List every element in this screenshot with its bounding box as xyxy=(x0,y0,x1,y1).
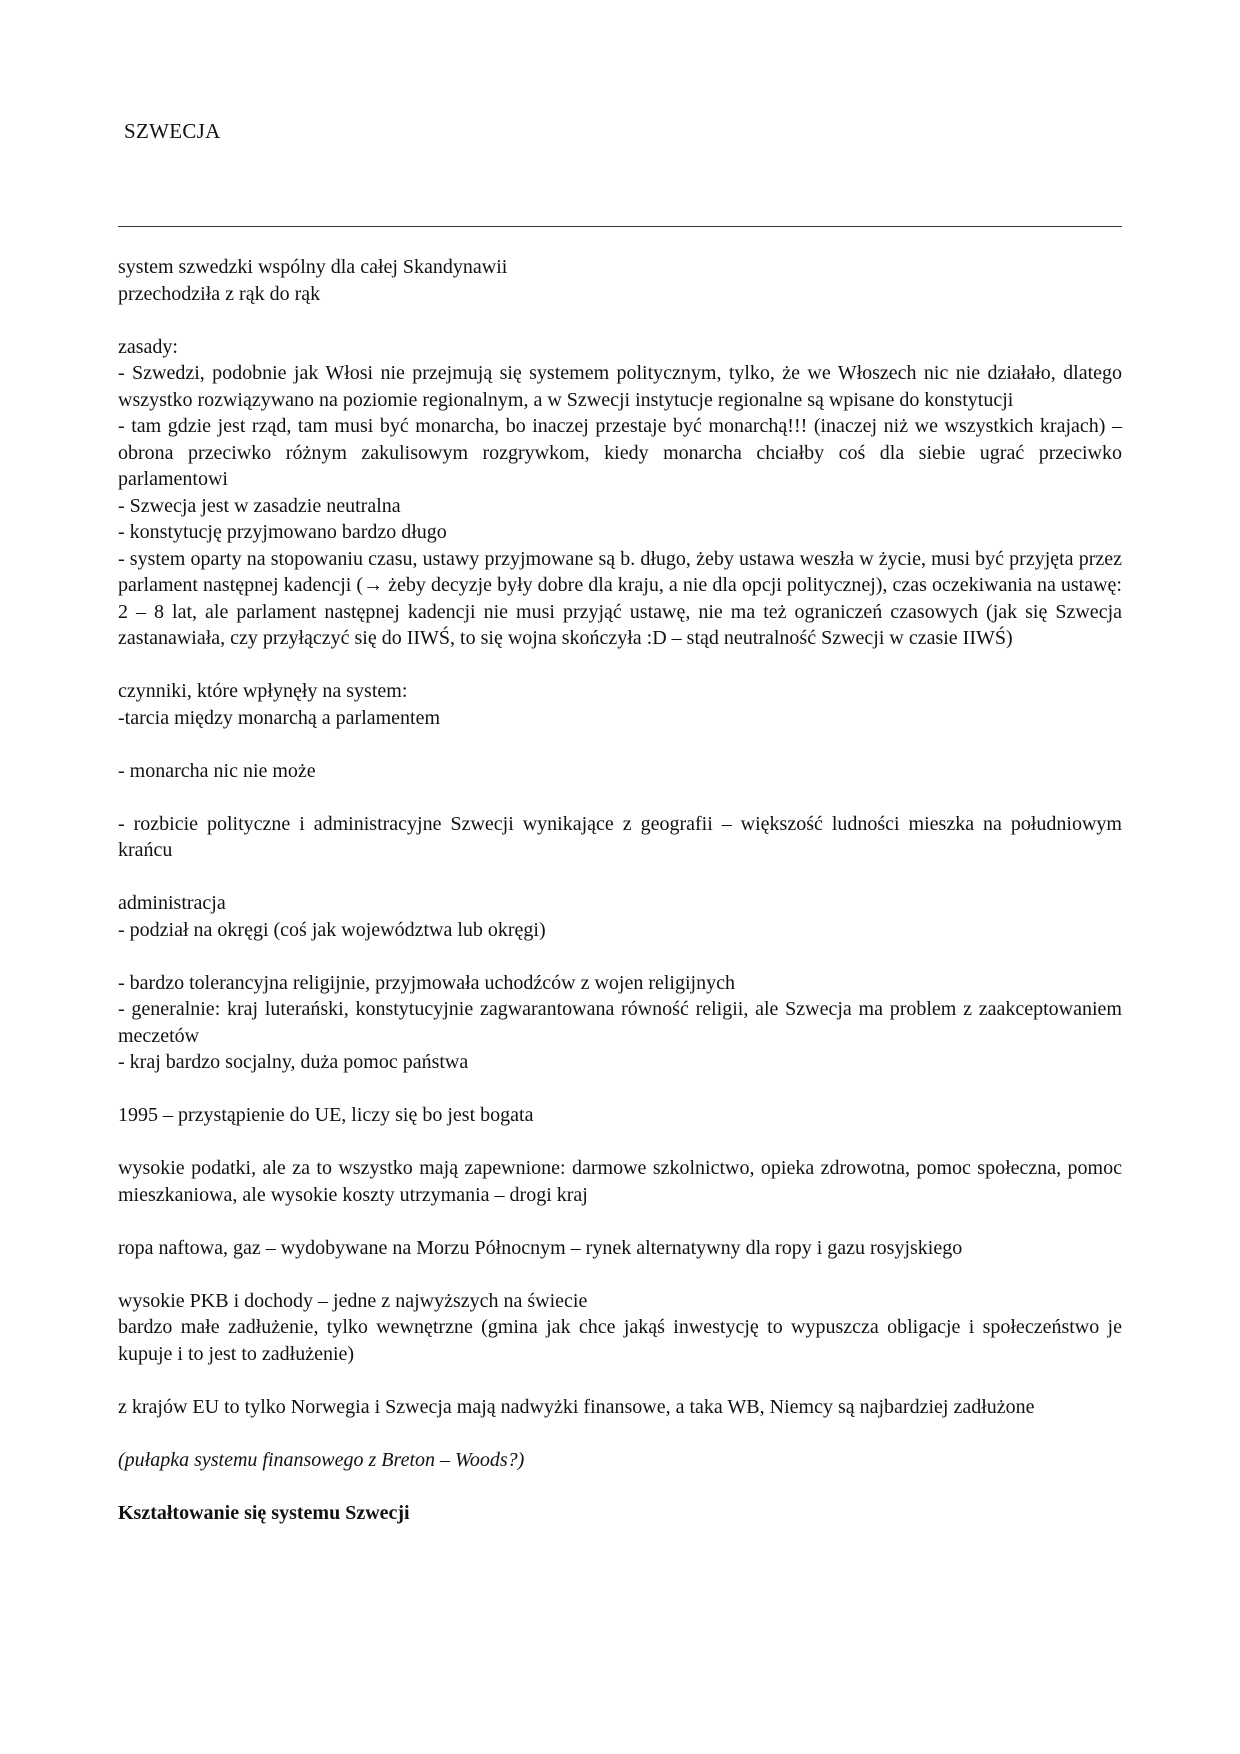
page-header-title: SZWECJA xyxy=(124,119,221,143)
list-item: - system oparty na stopowaniu czasu, ustawy przyjmowane są b. długo, żeby ustawa weszła w życie, musi być przyjęta przez parlament następnej kadencji (→ żeby decyzje były dobre dla kraju, a nie dla opcji politycznej), czas oczekiwania na ustawę: 2 – 8 lat, ale parlament następnej kadencji nie musi przyjąć ustawę, nie ma też ograniczeń czasowych (jak się Szwecja zastanawiała, czy przyłączyć się do IIWŚ, to się wojna skończyła :D – stąd neutralność Szwecji w czasie IIWŚ) xyxy=(118,547,1122,649)
blank-line xyxy=(118,784,1122,811)
paragraph-oil: ropa naftowa, gaz – wydobywane na Morzu Północnym – rynek alternatywny dla ropy i gazu rosyjskiego xyxy=(118,1236,963,1259)
blank-line xyxy=(118,1129,1122,1156)
blank-line xyxy=(118,1420,1122,1447)
italic-note: (pułapka systemu finansowego z Breton – Woods?) xyxy=(118,1448,525,1471)
blank-line xyxy=(118,943,1122,970)
list-item: - rozbicie polityczne i administracyjne Szwecji wynikające z geografii – większość ludności mieszka na południowym krańcu xyxy=(118,812,1122,861)
blank-line xyxy=(118,731,1122,758)
paragraph-eu: 1995 – przystąpienie do UE, liczy się bo jest bogata xyxy=(118,1104,534,1126)
list-item: - monarcha nic nie może xyxy=(118,759,316,782)
list-item: - podział na okręgi (coś jak województwa lub okręgi) xyxy=(118,918,546,941)
list-item: - generalnie: kraj luterański, konstytucyjnie zagwarantowana równość religii, ale Szwecja ma problem z zaakceptowaniem meczetów xyxy=(118,998,1122,1047)
list-item: - bardzo tolerancyjna religijnie, przyjmowała uchodźców z wojen religijnych xyxy=(118,971,735,994)
blank-line xyxy=(118,1076,1122,1103)
blank-line xyxy=(118,1208,1122,1235)
list-item: - kraj bardzo socjalny, duża pomoc państwa xyxy=(118,1051,469,1073)
blank-line xyxy=(118,1261,1122,1288)
paragraph-taxes: wysokie podatki, ale za to wszystko mają zapewnione: darmowe szkolnictwo, opieka zdrowotna, pomoc społeczna, pomoc mieszkaniowa, ale wysokie koszty utrzymania – drogi kraj xyxy=(118,1157,1122,1206)
section-heading-bold: Kształtowanie się systemu Szwecji xyxy=(118,1501,410,1524)
list-item: - tam gdzie jest rząd, tam musi być monarcha, bo inaczej przestaje być monarchą!!! (inaczej niż we wszystkich krajach) – obrona przeciwko różnym zakulisowym rozgrywkom, kiedy monarcha chciałby coś dla siebie ugrać przeciwko parlamentowi xyxy=(118,415,1122,490)
paragraph-gdp: wysokie PKB i dochody – jedne z najwyższych na świecie xyxy=(118,1289,588,1312)
document-body xyxy=(118,254,1122,1526)
section-heading-administracja: administracja xyxy=(118,892,226,914)
list-item: -tarcia między monarchą a parlamentem xyxy=(118,706,441,729)
intro-line: przechodziła z rąk do rąk xyxy=(118,282,321,305)
blank-line xyxy=(118,1367,1122,1394)
blank-line xyxy=(118,864,1122,891)
list-item: - Szwedzi, podobnie jak Włosi nie przejmują się systemem politycznym, tylko, że we Włoszech nic nie działało, dlatego wszystko rozwiązywano na poziomie regionalnym, a w Szwecji instytucje regionalne są wpisane do konstytucji xyxy=(118,362,1122,411)
blank-line xyxy=(118,307,1122,334)
list-item: - Szwecja jest w zasadzie neutralna xyxy=(118,494,401,517)
blank-line xyxy=(118,652,1122,679)
section-heading-czynniki: czynniki, które wpłynęły na system: xyxy=(118,680,408,702)
paragraph-surplus: z krajów EU to tylko Norwegia i Szwecja mają nadwyżki finansowe, a taka WB, Niemcy są najbardziej zadłużone xyxy=(118,1395,1035,1418)
blank-line xyxy=(118,1473,1122,1500)
header-divider xyxy=(118,226,1122,227)
section-heading-zasady: zasady: xyxy=(118,335,178,358)
intro-line: system szwedzki wspólny dla całej Skandynawii xyxy=(118,256,508,278)
paragraph-debt: bardzo małe zadłużenie, tylko wewnętrzne (gmina jak chce jakąś inwestycję to wypuszcza obligacje i społeczeństwo je kupuje i to jest to zadłużenie) xyxy=(118,1316,1122,1365)
list-item: - konstytucję przyjmowano bardzo długo xyxy=(118,521,447,543)
